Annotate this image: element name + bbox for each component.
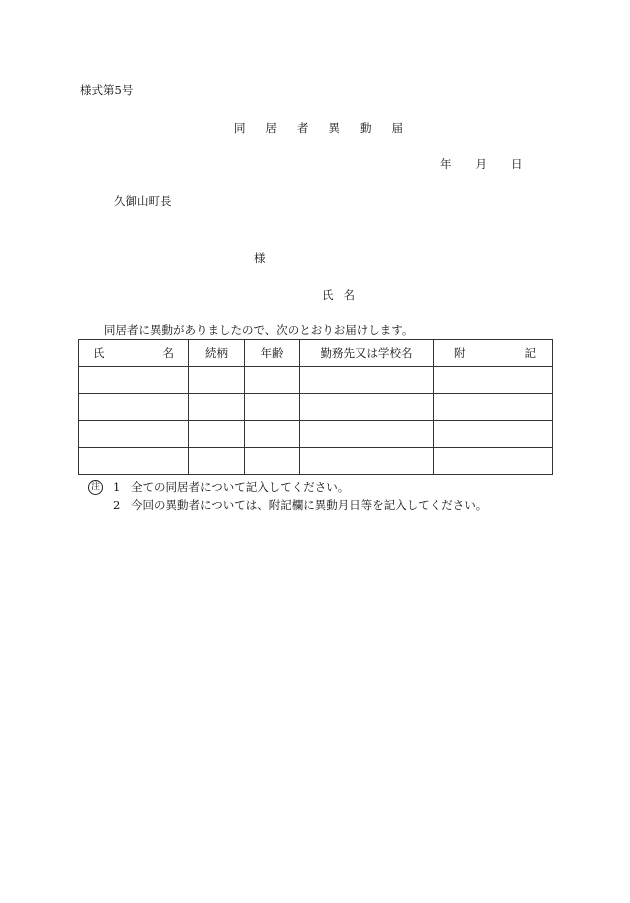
table-header-row <box>79 340 553 367</box>
cell-workplace[interactable] <box>300 367 434 394</box>
cell-remarks[interactable] <box>434 448 553 475</box>
note-text: 全ての同居者について記入してください。 <box>131 480 350 494</box>
cell-remarks[interactable] <box>434 394 553 421</box>
header-age: 年齢 <box>245 340 300 367</box>
cell-relation[interactable] <box>189 448 245 475</box>
cell-age[interactable] <box>245 394 300 421</box>
date-year: 年 <box>440 157 452 171</box>
header-remarks <box>434 340 553 367</box>
cell-name[interactable] <box>79 394 189 421</box>
note-text: 今回の異動者については、附記欄に異動月日等を記入してください。 <box>131 498 488 512</box>
date-line <box>440 156 523 172</box>
cell-age[interactable] <box>245 421 300 448</box>
name-label-char: 氏 <box>322 288 334 302</box>
cell-name[interactable] <box>79 448 189 475</box>
note-number: 2 <box>113 498 121 512</box>
note-item <box>88 496 487 514</box>
cell-workplace[interactable] <box>300 421 434 448</box>
header-name <box>79 340 189 367</box>
title-char: 動 <box>360 121 372 135</box>
header-relation: 続柄 <box>189 340 245 367</box>
header-workplace: 勤務先又は学校名 <box>300 340 434 367</box>
intro-text: 同居者に異動がありましたので、次のとおりお届けします。 <box>104 323 414 337</box>
table-row <box>79 394 553 421</box>
header-remarks-a: 附 <box>454 346 466 360</box>
title-char: 異 <box>328 121 340 135</box>
cell-name[interactable] <box>79 421 189 448</box>
cell-name[interactable] <box>79 367 189 394</box>
cell-relation[interactable] <box>189 394 245 421</box>
title-char: 居 <box>265 121 277 135</box>
cell-age[interactable] <box>245 367 300 394</box>
cell-remarks[interactable] <box>434 367 553 394</box>
header-name-a: 氏 <box>93 346 105 360</box>
title-char: 同 <box>234 121 246 135</box>
date-month: 月 <box>475 157 487 171</box>
form-title <box>234 120 423 136</box>
table-row <box>79 448 553 475</box>
title-char: 届 <box>391 121 403 135</box>
name-label-char: 名 <box>343 288 355 302</box>
notes-section <box>88 478 487 514</box>
honorific: 様 <box>254 251 266 265</box>
title-char: 者 <box>297 121 309 135</box>
table-row <box>79 421 553 448</box>
cell-workplace[interactable] <box>300 394 434 421</box>
recipient: 久御山町長 <box>114 194 172 208</box>
cell-relation[interactable] <box>189 367 245 394</box>
cell-remarks[interactable] <box>434 421 553 448</box>
header-name-b: 名 <box>162 346 174 360</box>
table-row <box>79 367 553 394</box>
header-remarks-b: 記 <box>524 346 536 360</box>
form-number: 様式第5号 <box>80 83 134 97</box>
note-circle-mark: 注 <box>88 480 103 495</box>
cell-workplace[interactable] <box>300 448 434 475</box>
note-number: 1 <box>113 480 121 494</box>
cell-relation[interactable] <box>189 421 245 448</box>
cell-age[interactable] <box>245 448 300 475</box>
date-day: 日 <box>511 157 523 171</box>
applicant-name-label <box>322 287 365 303</box>
cohabitant-table <box>78 339 553 475</box>
note-item <box>88 478 487 496</box>
